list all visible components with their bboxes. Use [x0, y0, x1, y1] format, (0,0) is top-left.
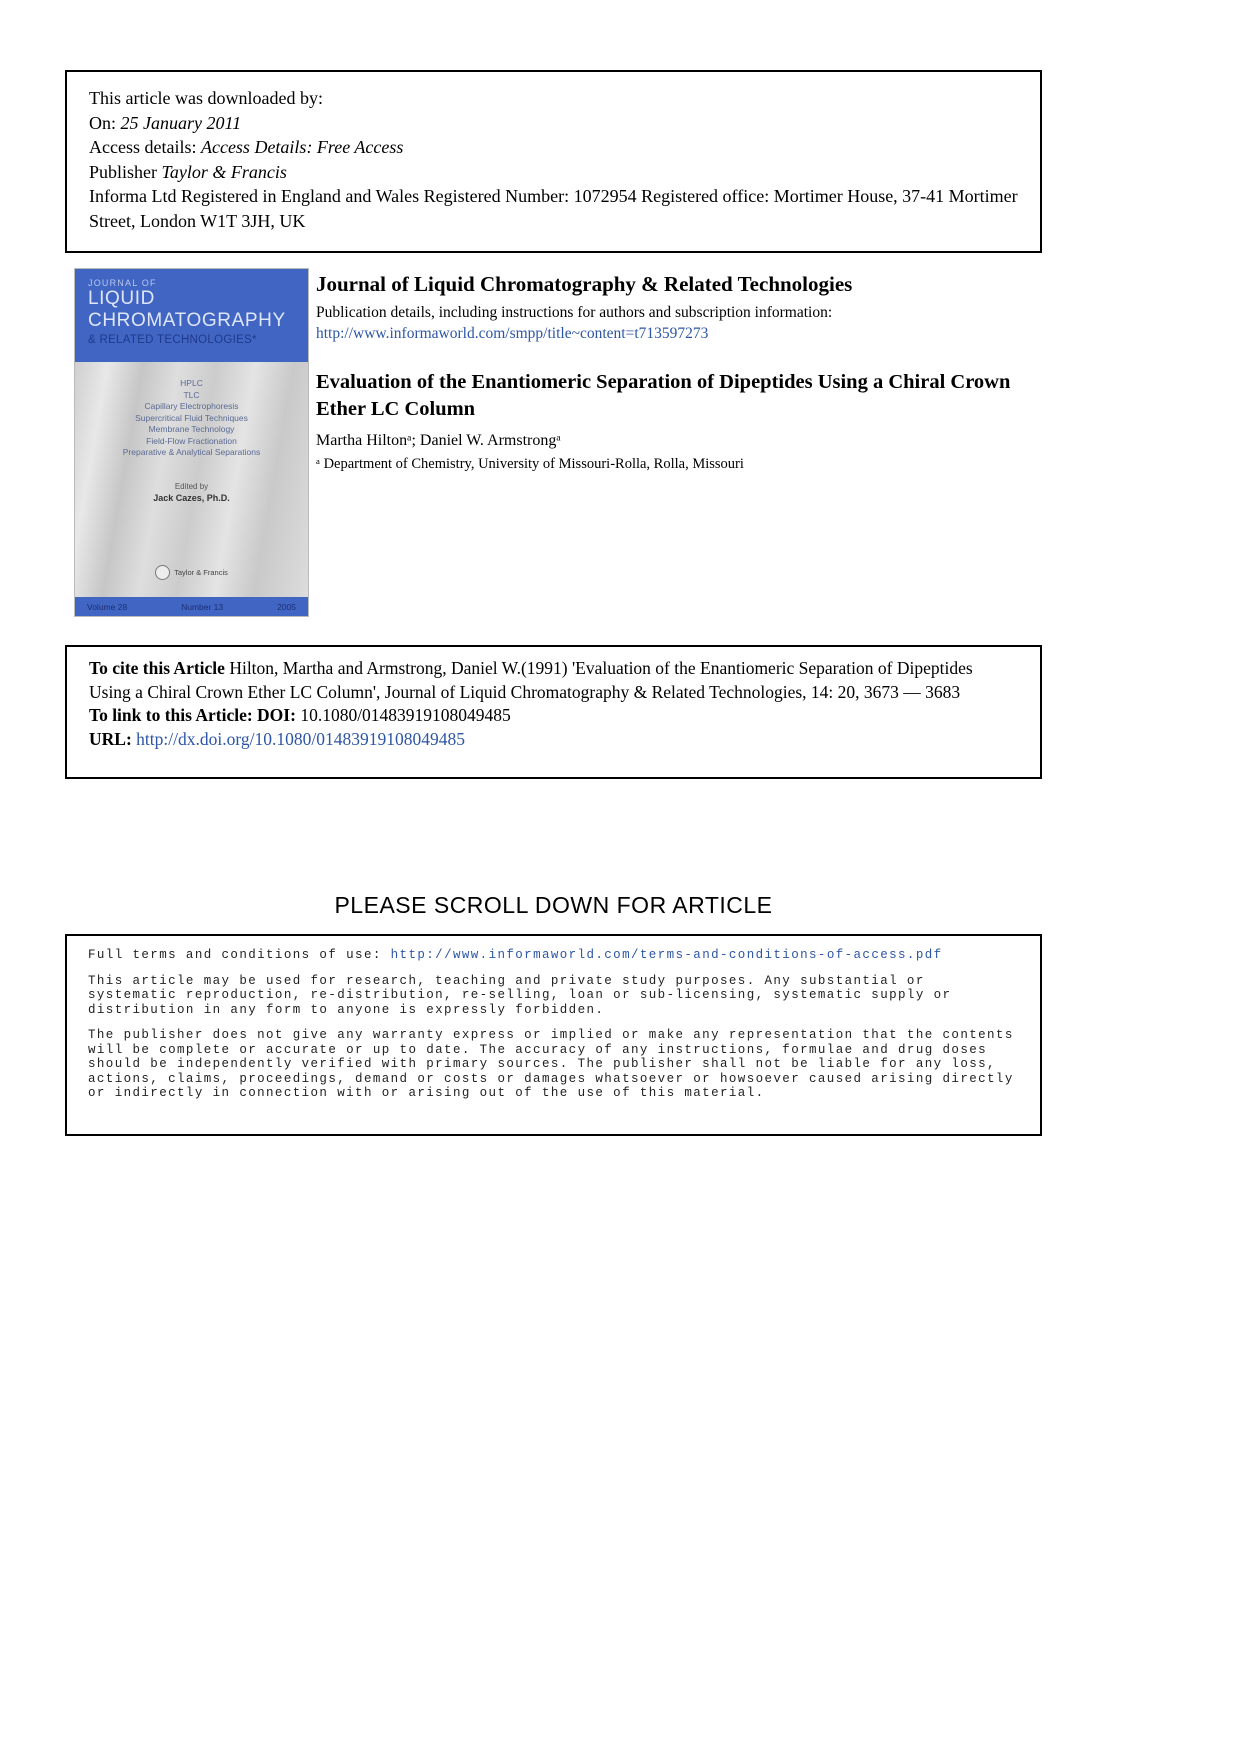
cite-label: To cite this Article [89, 658, 225, 678]
terms-paragraph-2: The publisher does not give any warranty express or implied or make any representation that the contents will be complete or accurate or up to date. The accuracy of any instructions, formulae and drug doses should be independently verified with primary sources. The publisher shall not be liable for any loss, actions, claims, proceedings, demand or costs or damages whatsoever or howsoever caused arising directly or indirectly in connection with or arising out of the use of this material. [88, 1028, 1014, 1100]
edited-by-label: Edited by [174, 482, 209, 491]
publisher-label: Publisher [89, 161, 162, 182]
on-label: On: [89, 112, 121, 133]
cover-title-line1: LIQUID [88, 288, 155, 309]
terms-pdf-link[interactable]: http://www.informaworld.com/terms-and-conditions-of-access.pdf [390, 948, 943, 962]
full-terms-line [88, 948, 1019, 963]
download-date: 25 January 2011 [120, 112, 242, 133]
cover-topic: Capillary Electrophoresis [144, 401, 239, 411]
doi-line [89, 704, 1018, 728]
cover-title-line3: & RELATED TECHNOLOGIES* [88, 334, 257, 346]
article-authors: Martha Hiltonᵃ; Daniel W. Armstrongᵃ [316, 432, 561, 449]
cover-header [75, 269, 308, 362]
journal-url-row [316, 325, 1028, 343]
taylor-francis-logo-text: Taylor & Francis [174, 568, 228, 577]
cover-volume: Volume 28 [87, 601, 128, 612]
doi-value: 10.1080/01483919108049485 [300, 705, 511, 725]
cover-topic: Supercritical Fluid Techniques [135, 412, 248, 423]
download-date-line [89, 111, 1018, 136]
access-value: Access Details: Free Access [200, 137, 404, 157]
terms-box [65, 934, 1042, 1136]
cover-footer [75, 597, 308, 616]
publication-details-text: Publication details, including instructions for authors and subscription information: [316, 304, 833, 321]
doi-label: To link to this Article: DOI: [89, 705, 301, 725]
downloaded-by-text: This article was downloaded by: [89, 88, 323, 108]
cover-number: Number 13 [181, 601, 224, 612]
access-details-line [89, 135, 1018, 160]
cite-paragraph [89, 657, 1018, 704]
journal-title: Journal of Liquid Chromatography & Related Technologies [316, 272, 853, 296]
access-label: Access details: [89, 137, 201, 157]
publisher-name: Taylor & Francis [161, 161, 287, 182]
downloaded-by-line [89, 86, 1018, 111]
cover-editor-block [75, 482, 308, 503]
doi-url-link[interactable]: http://dx.doi.org/10.1080/01483919108049485 [136, 728, 465, 749]
editor-name: Jack Cazes, Ph.D. [153, 493, 230, 503]
url-label: URL: [89, 728, 137, 749]
cover-topic: TLC [183, 389, 200, 400]
article-title: Evaluation of the Enantiomeric Separation of Dipeptides Using a Chiral Crown Ether LC Column [316, 371, 1011, 420]
taylor-francis-logo-icon [155, 565, 170, 580]
informa-registration-text: Informa Ltd Registered in England and Wales Registered Number: 1072954 Registered office: Mortimer House, 37-41 Mortimer Street, London W1T 3JH, UK [89, 186, 1018, 231]
citation-box [65, 645, 1042, 779]
journal-cover-image [75, 269, 308, 616]
cover-journal-of-text: JOURNAL OF [88, 278, 157, 288]
publisher-line [89, 160, 1018, 185]
cover-topic: Field-Flow Fractionation [146, 435, 237, 446]
cover-topic: HPLC [180, 378, 203, 388]
cover-body [75, 362, 308, 597]
download-info-box [65, 70, 1042, 253]
cover-topic: Preparative & Analytical Separations [122, 447, 261, 457]
journal-url-link[interactable]: http://www.informaworld.com/smpp/title~content=t713597273 [316, 325, 709, 342]
full-terms-label: Full terms and conditions of use: [88, 948, 391, 962]
taylor-francis-logo [75, 565, 308, 580]
article-header-column [316, 272, 1028, 473]
cover-year: 2005 [277, 601, 296, 612]
cover-topics-list [75, 378, 308, 459]
informa-registration-line [89, 184, 1018, 233]
scroll-down-banner: PLEASE SCROLL DOWN FOR ARTICLE [334, 892, 773, 918]
article-affiliation: ᵃ Department of Chemistry, University of Missouri-Rolla, Rolla, Missouri [316, 456, 744, 472]
cover-topic: Membrane Technology [148, 424, 235, 434]
url-line [89, 728, 1018, 752]
cite-text: Hilton, Martha and Armstrong, Daniel W.(1991) 'Evaluation of the Enantiomeric Separation of Dipeptides Using a Chiral Crown Ether LC Column', Journal of Liquid Chromatography & Related Technologies, 14: 20, 3673 — 3683 [89, 658, 973, 702]
terms-paragraph-1: This article may be used for research, teaching and private study purposes. Any substantial or systematic reproduction, re-distribution, re-selling, loan or sub-licensing, systematic supply or distribution in any form to anyone is expressly forbidden. [88, 973, 952, 1017]
cover-title-line2: CHROMATOGRAPHY [88, 310, 286, 331]
